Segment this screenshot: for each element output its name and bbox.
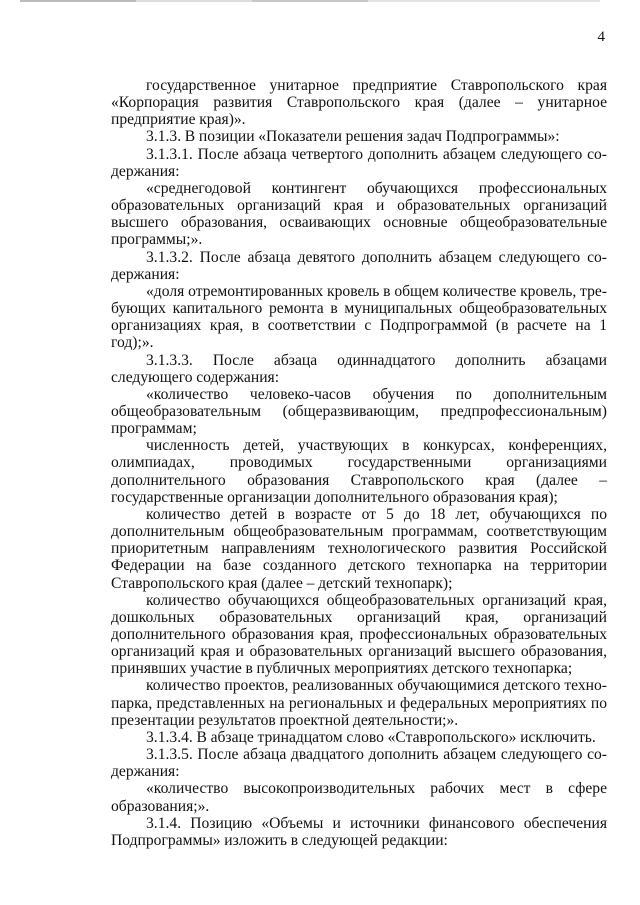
scan-top-edge — [20, 0, 600, 2]
paragraph-contest-participants: численность детей, участвующих в конкурсах, конференциях, олимпиадах, проводимых государственными организациями дополнительного образования Ставропольского края (далее – государственные организации дополнительного образования края); — [111, 437, 607, 506]
paragraph-3-1-3-2: 3.1.3.2. После абзаца девятого дополнить абзацем следующего содержания: — [111, 248, 607, 283]
paragraph-projects: количество проектов, реализованных обучающимися детского технопарка, представленных на региональных и федеральных мероприятиях по презентации результатов проектной деятельности;». — [111, 677, 607, 729]
paragraph-3-1-4: 3.1.4. Позицию «Объемы и источники финансового обеспечения Подпрограммы» изложить в следующей редакции: — [111, 814, 607, 849]
paragraph-3-1-3-1: 3.1.3.1. После абзаца четвертого дополнить абзацем следующего содержания: — [111, 145, 607, 180]
paragraph-roofs: «доля отремонтированных кровель в общем количестве кровель, требующих капитального ремонта в муниципальных общеобразовательных организациях края, в соответствии с Подпрограммой (в расчете на 1 год);». — [111, 282, 607, 352]
paragraph-children-technopark: количество детей в возрасте от 5 до 18 лет, обучающихся по дополнительным общеобразовательным программам, соответствующим приоритетным направлениям технологического развития Российской Федерации на базе созданного детского технопарка на территории Ставропольского края (далее – детский технопарк); — [111, 505, 607, 592]
paragraph-3-1-3: 3.1.3. В позиции «Показатели решения задач Подпрограммы»: — [146, 128, 560, 146]
paragraph-3-1-3-3: 3.1.3.3. После абзаца одиннадцатого дополнить абзацами следующего содержания: — [111, 351, 607, 386]
paragraph-unitary-enterprise: государственное унитарное предприятие Ставропольского края «Корпорация развития Ставропольского края (далее – унитарное предприятие края)». — [111, 77, 607, 129]
document-body — [111, 77, 607, 849]
paragraph-jobs: «количество высокопроизводительных рабочих мест в сфере образования;». — [111, 780, 607, 815]
paragraph-3-1-3-5: 3.1.3.5. После абзаца двадцатого дополнить абзацем следующего содержания: — [111, 746, 607, 781]
page-number: 4 — [597, 29, 605, 45]
paragraph-3-1-3-4: 3.1.3.4. В абзаце тринадцатом слово «Ставропольского» исключить. — [146, 728, 596, 746]
paragraph-contingent: «среднегодовой контингент обучающихся профессиональных образовательных организаций края и образовательных организаций высшего образования, осваивающих основные общеобразовательные программы;». — [111, 179, 607, 249]
paragraph-public-events: количество обучающихся общеобразовательных организаций края, дошкольных образовательных организаций края, организаций дополнительного образования края, профессиональных образовательных организаций края и образовательных организаций высшего образования, принявших участие в публичных мероприятиях детского технопарка; — [111, 591, 607, 678]
paragraph-person-hours: «количество человеко-часов обучения по дополнительным общеобразовательным (общеразвивающим, предпрофессиональным) программам; — [111, 385, 607, 438]
